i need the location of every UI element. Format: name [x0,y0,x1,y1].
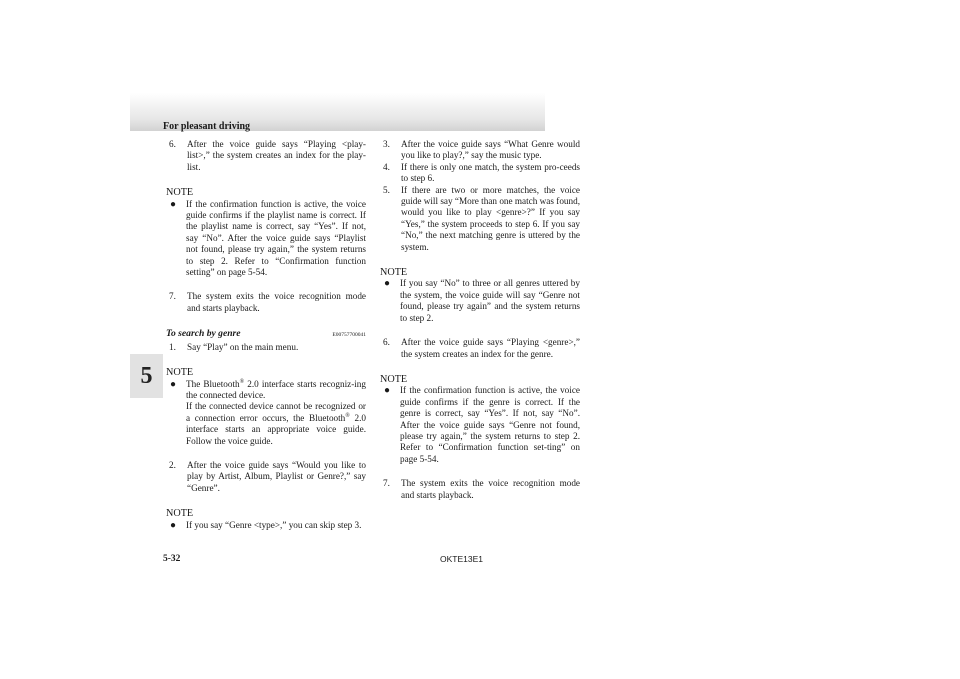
bullet-icon: ● [384,278,391,290]
genre-step-2: 2. After the voice guide says “Would you like to play by Artist, Album, Playlist or Genre?,” say “Genre”. [169,459,366,493]
bullet-icon: ● [170,198,177,210]
bullet-icon: ● [384,385,391,397]
bullet-icon: ● [170,519,177,531]
step-6: 6. After the voice guide says “Playing <play-list>,” the system creates an index for the play-list. [169,139,366,172]
note-block: NOTE ● If the confirmation function is active, the voice guide confirms if the genre is correct. If the genre is correct, say “Yes”. If not, say “No”. After the voice guide says “Genre not found, please try again,” the system returns to step 2. Refer to “Confirmation function set-ting” on page 5-54. [380,373,580,464]
genre-step-1: 1. Say “Play” on the main menu. [169,341,299,352]
chapter-tab: 5 [130,354,163,398]
section-code: E00757700041 [332,332,366,339]
page-number: 5-32 [163,554,181,564]
section-heading: To search by genre E00757700041 [166,328,366,341]
document-code: OKTE13E1 [440,554,483,564]
step-7: 7. The system exits the voice recognition mode and starts playback. [169,291,366,313]
bullet-icon: ● [170,378,177,390]
left-column [166,139,366,531]
genre-step-4: 4. If there is only one match, the system pro-ceeds to step 6. [383,161,580,184]
page-header-title: For pleasant driving [163,121,251,132]
genre-step-5: 5. If there are two or more matches, the voice guide will say “More than one match was found, would you like to play <genre>?” If you say “Yes,” the system proceeds to step 6. If you say “No,” the next matching genre is uttered by the system. [383,184,580,252]
genre-step-7: 7. The system exits the voice recognition mode and starts playback. [383,478,580,500]
note-block: NOTE ● The Bluetooth® 2.0 interface starts recogniz-ing the connected device. If the connected device cannot be recognized or a connection error occurs, the Bluetooth® 2.0 interface starts an appropriate voice guide. Follow the voice guide. [166,367,366,446]
note-block: NOTE ● If you say “Genre <type>,” you can skip step 3. [166,508,362,531]
note-block: NOTE ● If the confirmation function is active, the voice guide confirms if the playlist name is correct. If the playlist name is correct, say “Yes”. If not, say “No”. After the voice guide says “Playlist not found, please try again,” the system returns to step 2. Refer to “Confirmation function setting” on page 5-54. [166,187,366,278]
genre-step-3: 3. After the voice guide says “What Genre would you like to play?,” say the music type. [383,139,580,161]
note-block: NOTE ● If you say “No” to three or all genres uttered by the system, the voice guide will say “Genre not found, please try again” and the system returns to step 2. [380,267,580,323]
right-column [380,139,580,501]
genre-step-6: 6. After the voice guide says “Playing <genre>,” the system creates an index for the genre. [383,337,580,359]
